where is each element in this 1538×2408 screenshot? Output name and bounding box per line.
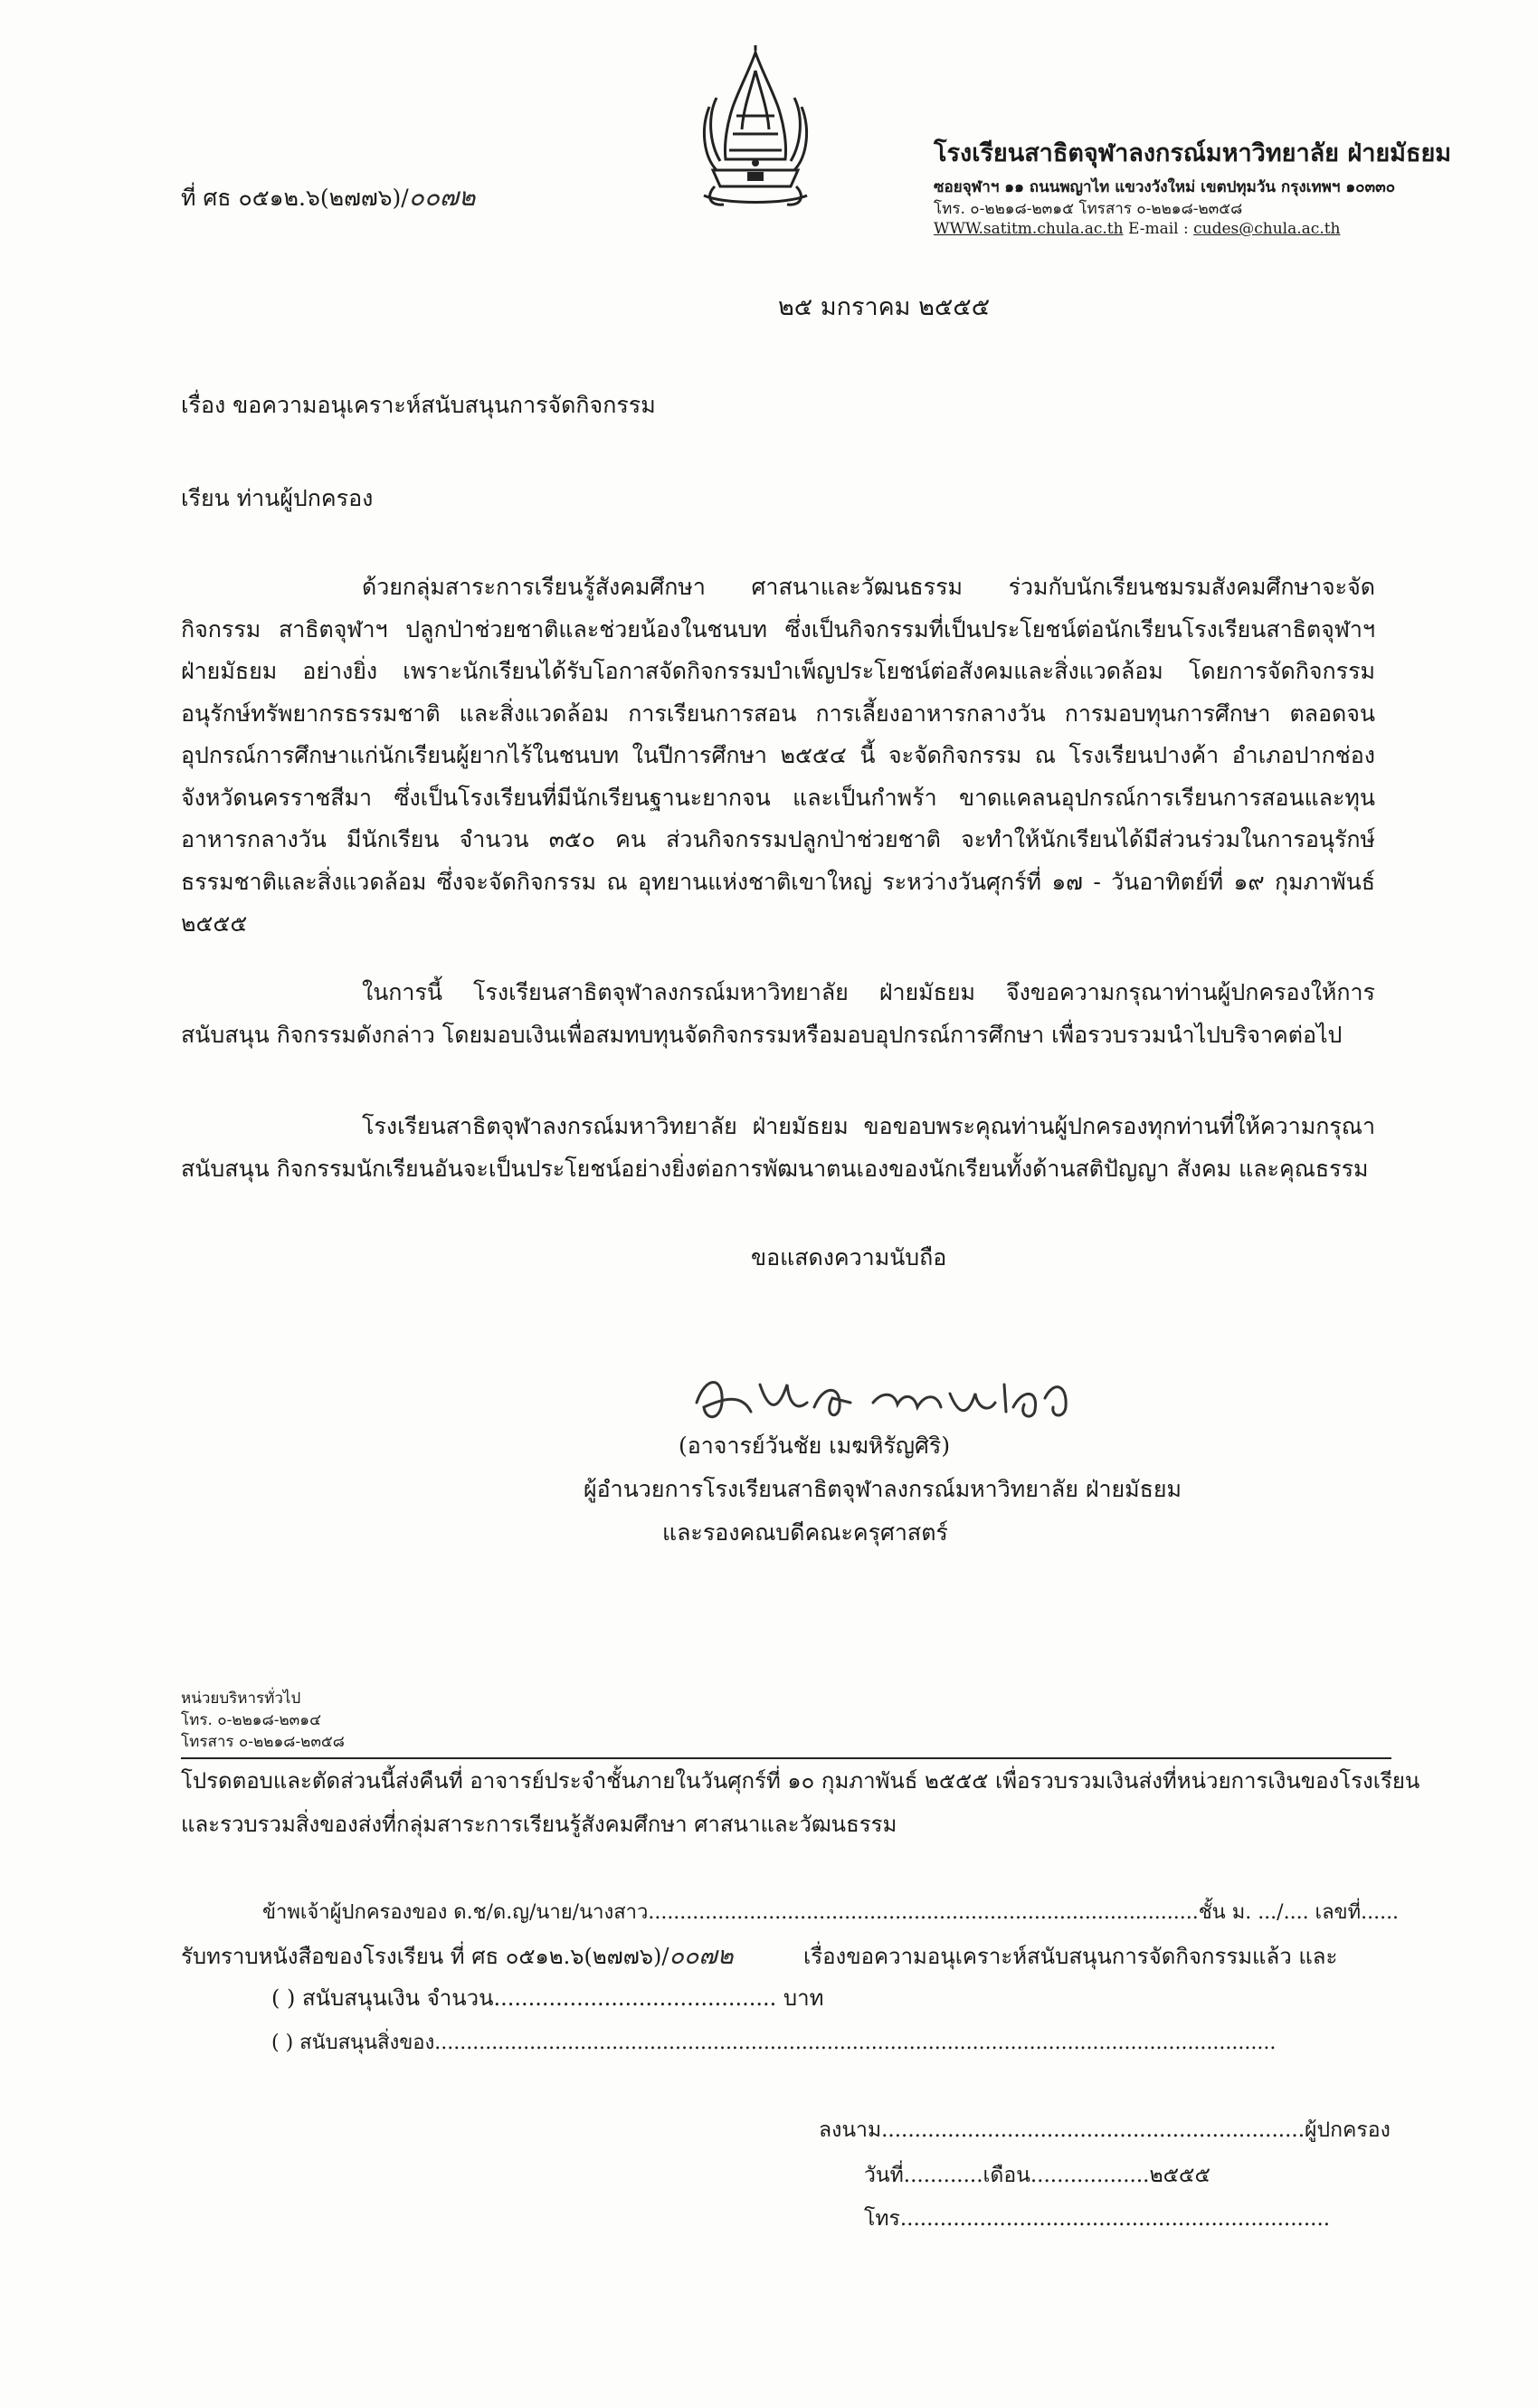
school-phone-fax: โทร. ๐-๒๒๑๘-๒๓๑๕ โทรสาร ๐-๒๒๑๘-๒๓๕๘ bbox=[934, 200, 1243, 218]
body-paragraph-2: ในการนี้ โรงเรียนสาธิตจุฬาลงกรณ์มหาวิทยาลัย ฝ่ายมัธยม จึงขอความกรุณาท่านผู้ปกครองให้การสนับสนุน กิจกรรมดังกล่าว โดยมอบเงินเพื่อสมทบทุนจัดกิจกรรมหรือมอบอุปกรณ์การศึกษา เพื่อรวบรวมนำไปบริจาคต่อไป bbox=[181, 979, 1375, 1048]
guardian-phone-line[interactable]: โทร................................................................. bbox=[864, 2207, 1331, 2231]
office-fax: โทรสาร ๐-๒๒๑๘-๒๓๕๘ bbox=[181, 1733, 345, 1751]
reference-number bbox=[181, 181, 475, 214]
contact-line bbox=[934, 217, 1341, 241]
ack-handwritten: ๐๐๗๒ bbox=[669, 1942, 734, 1970]
reference-printed: ที่ ศธ ๐๕๑๒.๖(๒๗๗๖)/ bbox=[181, 185, 409, 211]
body-paragraph-1: ด้วยกลุ่มสาระการเรียนรู้สังคมศึกษา ศาสนาและวัฒนธรรม ร่วมกับนักเรียนชมรมสังคมศึกษาจะจัดกิจกรรม สาธิตจุฬาฯ ปลูกป่าช่วยชาติและช่วยน้องในชนบท ซึ่งเป็นกิจกรรมที่เป็นประโยชน์ต่อนักเรียนโรงเรียนสาธิตจุฬาฯ ฝ่ายมัธยม อย่างยิ่ง เพราะนักเรียนได้รับโอกาสจัดกิจกรรมบำเพ็ญประโยชน์ต่อสังคมและสิ่งแวดล้อม โดยการจัดกิจกรรมอนุรักษ์ทรัพยากรธรรมชาติ และสิ่งแวดล้อม การเรียนการสอน การเลี้ยงอาหารกลางวัน การมอบทุนการศึกษา ตลอดจนอุปกรณ์การศึกษาแก่นักเรียนผู้ยากไร้ในชนบท ในปีการศึกษา ๒๕๕๔ นี้ จะจัดกิจกรรม ณ โรงเรียนปางค้า อำเภอปากช่อง จังหวัดนครราชสีมา ซึ่งเป็นโรงเรียนที่มีนักเรียนฐานะยากจน และเป็นกำพร้า ขาดแคลนอุปกรณ์การเรียนการสอนและทุนอาหารกลางวัน มีนักเรียน จำนวน ๓๕๐ คน ส่วนกิจกรรมปลูกป่าช่วยชาติ จะทำให้นักเรียนได้มีส่วนร่วมในการอนุรักษ์ธรรมชาติและสิ่งแวดล้อม ซึ่งจะจัดกิจกรรม ณ อุทยานแห่งชาติเขาใหญ่ ระหว่างวันศุกร์ที่ ๑๗ - วันอาทิตย์ที่ ๑๙ กุมภาพันธ์ ๒๕๕๕ bbox=[181, 574, 1375, 937]
cut-line bbox=[181, 1757, 1391, 1759]
office-unit: หน่วยบริหารทั่วไป bbox=[181, 1689, 301, 1708]
acknowledgement-line bbox=[181, 1940, 734, 1973]
website-link[interactable]: WWW.satitm.chula.ac.th bbox=[934, 220, 1124, 238]
signer-name: (อาจารย์วันชัย เมฆหิรัญศิริ) bbox=[679, 1432, 951, 1459]
ack-prefix: รับทราบหนังสือของโรงเรียน ที่ ศธ ๐๕๑๒.๖(๒๗๗๖)/ bbox=[181, 1944, 669, 1969]
reference-handwritten: ๐๐๗๒ bbox=[408, 182, 476, 212]
letter-date: ๒๕ มกราคม ๒๕๕๕ bbox=[778, 293, 991, 321]
signer-position-1: ผู้อำนวยการโรงเรียนสาธิตจุฬาลงกรณ์มหาวิทยาลัย ฝ่ายมัธยม bbox=[584, 1476, 1182, 1502]
letter-subject: เรื่อง ขอความอนุเคราะห์สนับสนุนการจัดกิจกรรม bbox=[181, 392, 656, 418]
guardian-date-line[interactable]: วันที่............เดือน..................๒๕๕๕ bbox=[864, 2164, 1210, 2187]
closing: ขอแสดงความนับถือ bbox=[751, 1244, 947, 1271]
option-money[interactable]: ( ) สนับสนุนเงิน จำนวน......................................... บาท bbox=[271, 1985, 824, 2011]
school-emblem bbox=[697, 43, 814, 215]
school-address: ซอยจุฬาฯ ๑๑ ถนนพญาไท แขวงวังใหม่ เขตปทุมวัน กรุงเทพฯ ๑๐๓๓๐ bbox=[934, 178, 1396, 196]
email-link[interactable]: cudes@chula.ac.th bbox=[1193, 220, 1341, 238]
letter-salutation: เรียน ท่านผู้ปกครอง bbox=[181, 485, 374, 511]
ack-subject: เรื่องขอความอนุเคราะห์สนับสนุนการจัดกิจกรรมแล้ว และ bbox=[803, 1944, 1338, 1969]
guardian-sign-line[interactable]: ลงนาม................................................................ผู้ปกครอง bbox=[819, 2118, 1391, 2142]
body-paragraph-3: โรงเรียนสาธิตจุฬาลงกรณ์มหาวิทยาลัย ฝ่ายมัธยม ขอขอบพระคุณท่านผู้ปกครองทุกท่านที่ให้ความกรุณาสนับสนุน กิจกรรมนักเรียนอันจะเป็นประโยชน์อย่างยิ่งต่อการพัฒนาตนเองของนักเรียนทั้งด้านสติปัญญา สังคม และคุณธรรม bbox=[181, 1113, 1375, 1182]
signer-position-2: และรองคณบดีคณะครุศาสตร์ bbox=[662, 1519, 948, 1546]
reply-instructions-2: และรวบรวมสิ่งของส่งที่กลุ่มสาระการเรียนรู้สังคมศึกษา ศาสนาและวัฒนธรรม bbox=[181, 1812, 897, 1837]
handwritten-signature bbox=[688, 1357, 1086, 1430]
email-label: E-mail : bbox=[1127, 220, 1189, 238]
option-goods[interactable]: ( ) สนับสนุนสิ่งของ..................................................................................................................................... bbox=[271, 2032, 1277, 2054]
reply-instructions-1: โปรดตอบและตัดส่วนนี้ส่งคืนที่ อาจารย์ประจำชั้นภายในวันศุกร์ที่ ๑๐ กุมภาพันธ์ ๒๕๕๕ เพื่อรวบรวมเงินส่งที่หน่วยการเงินของโรงเรียน bbox=[181, 1768, 1420, 1794]
office-phone: โทร. ๐-๒๒๑๘-๒๓๑๔ bbox=[181, 1711, 321, 1729]
school-name: โรงเรียนสาธิตจุฬาลงกรณ์มหาวิทยาลัย ฝ่ายมัธยม bbox=[934, 139, 1452, 167]
guardian-line[interactable]: ข้าพเจ้าผู้ปกครองของ ด.ช/ด.ญ/นาย/นางสาว.......................................................................................ชั้น ม. .../.... เลขที่...... bbox=[262, 1901, 1400, 1924]
